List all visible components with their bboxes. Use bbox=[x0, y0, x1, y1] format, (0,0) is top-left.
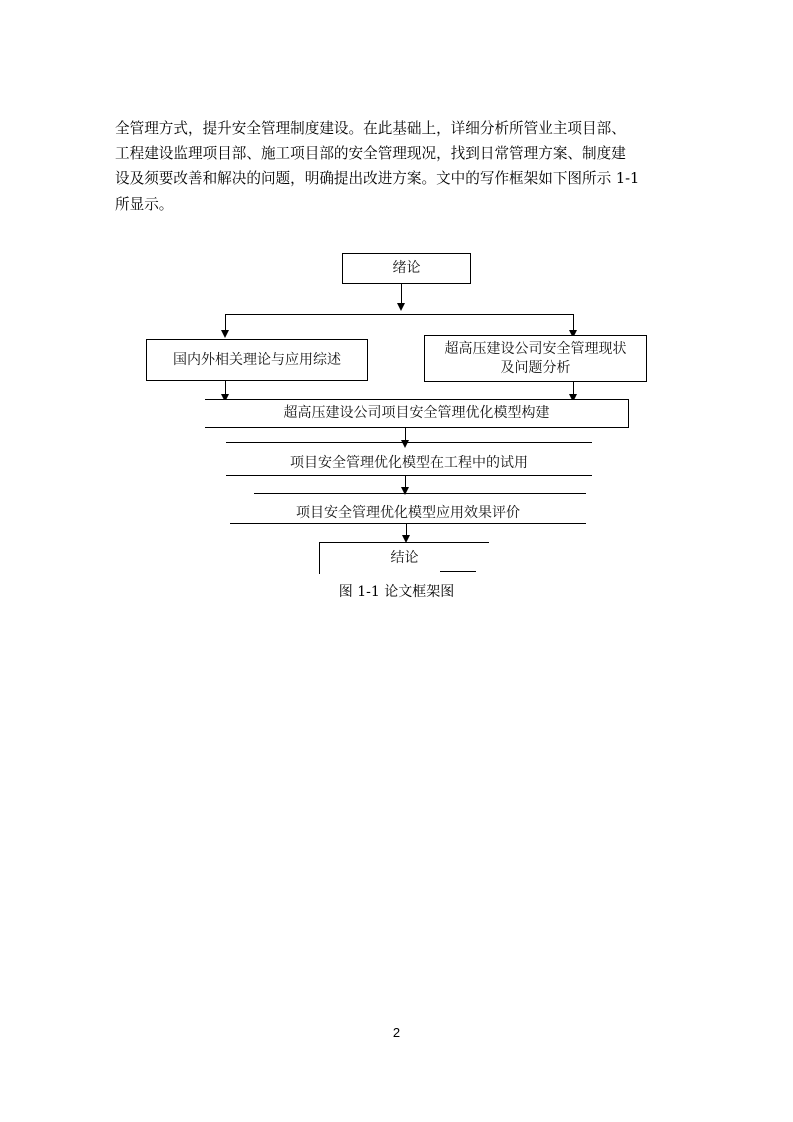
flow-box-status bbox=[424, 335, 647, 382]
flow-intro-label: 绪论 bbox=[392, 260, 421, 276]
trial-top-rule bbox=[226, 442, 592, 443]
eval-bottom-rule bbox=[230, 523, 586, 524]
body-line-3: 设及须要改善和解决的问题，明确提出改进方案。文中的写作框架如下图所示 1-1 bbox=[115, 170, 640, 188]
arrow-left-branch bbox=[221, 330, 229, 338]
body-line-2: 工程建设监理项目部、施工项目部的安全管理现况，找到日常管理方案、制度建 bbox=[115, 145, 626, 163]
flow-trial-label: 项目安全管理优化模型在工程中的试用 bbox=[290, 455, 528, 471]
flow-box-model bbox=[205, 399, 629, 428]
figure-caption: 图 1-1 论文框架图 bbox=[338, 584, 455, 600]
flow-box-intro bbox=[342, 253, 471, 284]
body-paragraph bbox=[115, 116, 685, 217]
page-number: 2 bbox=[392, 1025, 401, 1040]
arrow-to-trial bbox=[401, 440, 409, 448]
flow-literature-label: 国内外相关理论与应用综述 bbox=[173, 352, 341, 368]
arrow-intro bbox=[397, 303, 405, 311]
flow-status-label-1: 超高压建设公司安全管理现状 bbox=[444, 341, 627, 357]
flow-status-label-2: 及问题分析 bbox=[500, 360, 571, 376]
body-line-1: 全管理方式，提升安全管理制度建设。在此基础上，详细分析所管业主项目部、 bbox=[115, 120, 626, 137]
body-line-4: 所显示。 bbox=[115, 195, 174, 213]
flow-eval-label: 项目安全管理优化模型应用效果评价 bbox=[296, 505, 520, 521]
flow-conclusion-label: 结论 bbox=[390, 550, 419, 566]
flow-model-label: 超高压建设公司项目安全管理优化模型构建 bbox=[283, 405, 550, 421]
conclusion-bottom-rule bbox=[440, 571, 476, 572]
eval-top-rule bbox=[254, 493, 586, 494]
connector-branch-bar bbox=[225, 314, 574, 315]
trial-bottom-rule bbox=[226, 475, 592, 476]
flow-box-literature bbox=[146, 339, 368, 381]
flow-box-conclusion bbox=[319, 542, 489, 574]
